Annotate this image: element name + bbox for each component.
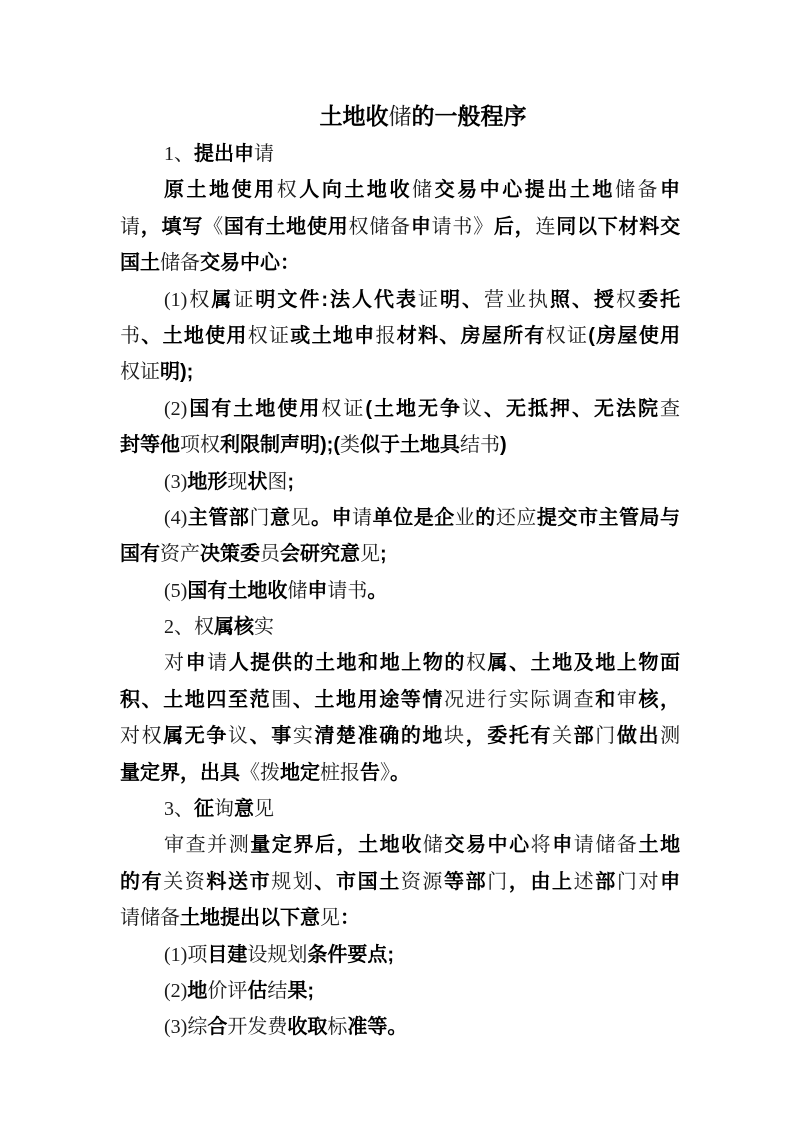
text-line (120, 645, 680, 681)
text-run: 》 (380, 761, 390, 784)
text-line (120, 791, 680, 827)
document-body (120, 136, 680, 1046)
text-run: 权储备 (348, 215, 411, 238)
text-run: 做出 (616, 725, 661, 748)
text-run: 目建 (207, 943, 248, 966)
text-line (120, 937, 680, 973)
text-run: 人向土地收 (299, 179, 413, 202)
text-run: 国有土地收 (187, 579, 288, 602)
text-run: 属、土地及地上物面 (487, 652, 681, 675)
text-run: 意 (234, 798, 254, 821)
text-run: 地形 (187, 470, 228, 493)
text-line (120, 536, 680, 572)
text-run: 门 (249, 506, 270, 529)
text-run: 储备 (614, 179, 661, 202)
text-run: 请 (207, 652, 229, 675)
text-run: 明文件:法人代表 (255, 288, 418, 311)
text-run: 项权 (180, 434, 220, 457)
text-run: 结书 (459, 434, 500, 457)
text-line (120, 609, 680, 645)
text-run: 见 (360, 543, 380, 566)
text-run: (土地无争 (365, 397, 462, 420)
text-run: 申 (660, 870, 681, 893)
text-run: 权 (616, 288, 638, 311)
text-run: (5) (164, 579, 188, 602)
text-run: 储备 (160, 252, 200, 275)
text-run: 。 (367, 579, 388, 602)
text-run: ，填写 (140, 215, 204, 238)
text-run: 权证 (247, 324, 291, 347)
text-run: 证 (233, 288, 256, 311)
text-run: 征 (194, 798, 214, 821)
text-run: 审查并测 (164, 834, 251, 857)
text-run: 照、授 (550, 288, 616, 311)
text-run: 或土地申 (290, 324, 376, 347)
text-run: 证 (418, 288, 440, 311)
text-run: 图 (267, 470, 288, 493)
text-run: 。 (390, 761, 410, 784)
text-run: 资源 (400, 870, 445, 893)
text-line (120, 500, 680, 536)
text-line (120, 755, 680, 791)
text-line (120, 827, 680, 863)
text-run: 原土地使用 (164, 179, 277, 202)
text-run: 将 (530, 834, 553, 857)
text-run: 料送市 (206, 870, 272, 893)
text-run: 申 (552, 834, 574, 857)
text-run: 、土地用途等情 (292, 688, 445, 711)
text-run: 国有 (120, 543, 160, 566)
text-run: 见 (290, 506, 312, 529)
text-run: 核， (638, 688, 681, 711)
text-run: 关 (552, 725, 574, 748)
text-run: 储 (422, 834, 445, 857)
text-run: 清楚准确的地 (314, 725, 445, 748)
text-run: 请储备 (573, 834, 639, 857)
text-run: (1)权 (164, 288, 212, 311)
text-run: (3) (164, 470, 188, 493)
text-run: 告 (360, 761, 380, 784)
text-run: 。申 (311, 506, 353, 529)
text-run: 、无抵押、无法院 (484, 397, 660, 420)
text-run: 块 (444, 725, 466, 748)
text-run: 实 (292, 725, 315, 748)
text-run: 人提供的土地和地上物的 (228, 652, 466, 675)
document-title (120, 96, 680, 136)
text-run: 价评 (207, 979, 248, 1002)
text-run: ： (340, 907, 360, 930)
text-run: (3)综 (164, 1016, 208, 1039)
text-run: 请 (254, 143, 274, 165)
text-run: 似于土地具 (359, 434, 460, 457)
text-run: 国土 (120, 252, 160, 275)
text-run: 报 (375, 324, 397, 347)
text-run: 询 (214, 798, 234, 821)
text-run: 量定界，出具 (120, 761, 240, 784)
text-run: 同以下材料交 (556, 215, 681, 238)
text-run: 1、 (164, 143, 194, 165)
text-run: 、市国土 (314, 870, 401, 893)
text-line (120, 718, 680, 754)
text-run: 门 (595, 725, 617, 748)
text-run: 部 (595, 870, 617, 893)
text-run: 决策委 (200, 543, 260, 566)
text-run: 主管部 (187, 506, 250, 529)
text-line (120, 573, 680, 609)
text-run: 书 (120, 324, 142, 347)
text-run: 业 (454, 506, 476, 529)
text-run: 土地 (638, 834, 681, 857)
text-run: 申 (185, 652, 208, 675)
text-run: 、土地使用 (141, 324, 248, 347)
text-run: 对 (164, 652, 186, 675)
text-run: 述 (573, 870, 596, 893)
text-run: 申 (307, 579, 328, 602)
text-run: 的 (475, 506, 496, 529)
text-run: 请储备 (120, 907, 180, 930)
text-run: 连 (535, 215, 557, 238)
text-run: 围 (271, 688, 293, 711)
text-run: 查 (660, 397, 680, 420)
text-run: 议 (462, 397, 484, 420)
text-run: 储 (287, 579, 308, 602)
text-run: 资产 (160, 543, 200, 566)
text-line (120, 900, 680, 936)
text-run: 2、权 (164, 616, 214, 639)
text-run: 况进行实际调查 (444, 688, 596, 711)
text-run: 3、 (164, 798, 194, 821)
text-run: 意 (269, 506, 291, 529)
text-line (120, 172, 680, 208)
text-line (120, 1009, 680, 1045)
text-run: 委托 (638, 288, 680, 311)
text-run: 土地提出以下意 (180, 907, 320, 930)
text-run: 测 (660, 725, 681, 748)
text-line (120, 136, 680, 172)
text-run: 议 (228, 725, 250, 748)
text-run: 申 (660, 179, 681, 202)
text-run: 营业执 (484, 288, 550, 311)
text-run: 材料、房屋所有 (396, 324, 546, 347)
text-run: 请书》 (431, 215, 494, 238)
text-run: 见 (320, 907, 340, 930)
text-run: 合 (207, 1016, 228, 1039)
text-run: 条件要点; (307, 943, 394, 966)
text-run: 量定界后，土地收 (250, 834, 423, 857)
text-run: (房屋使用 (588, 324, 681, 347)
text-run: 提交市主管局与 (536, 506, 681, 529)
text-line (120, 245, 680, 281)
text-run: 还应 (495, 506, 537, 529)
text-run: 实 (254, 616, 274, 639)
text-run: 请 (120, 215, 141, 238)
text-run: 地定 (280, 761, 320, 784)
text-run: 明、 (440, 288, 484, 311)
text-run: 国有土地使用 (187, 397, 322, 420)
text-run: 交易中心提出土地 (434, 179, 615, 202)
text-run: 积、土地四至范 (120, 688, 272, 711)
text-run: 权证 (545, 324, 589, 347)
text-run: 国有土地使用 (223, 215, 349, 238)
text-run: (2) (164, 979, 188, 1002)
text-run: (1)项 (164, 943, 208, 966)
text-run: ) (499, 434, 507, 457)
text-run: 开发费 (227, 1016, 288, 1039)
text-run: ，由上 (508, 870, 574, 893)
text-line (120, 682, 680, 718)
text-run: 权 (465, 652, 488, 675)
title-text-run: 土地收 (319, 103, 389, 129)
text-run: 现 (227, 470, 248, 493)
text-run: 关资 (163, 870, 207, 893)
text-line (120, 464, 680, 500)
text-run: 交易中心： (200, 252, 300, 275)
text-run: 明); (160, 361, 194, 384)
text-run: 属 (211, 288, 234, 311)
text-line (120, 864, 680, 900)
title-text-run: 的一般程序 (411, 103, 527, 129)
text-line (120, 318, 680, 354)
text-run: 封等他 (120, 434, 180, 457)
text-run: 见 (254, 798, 274, 821)
text-run: 请 (352, 506, 373, 529)
text-run: ，委托有 (465, 725, 553, 748)
text-run: 准等。 (347, 1016, 408, 1039)
text-run: 对权 (120, 725, 164, 748)
text-run: 设规划 (247, 943, 308, 966)
text-run: (2) (164, 397, 188, 420)
text-run: ; (287, 470, 294, 493)
text-run: 标 (327, 1016, 348, 1039)
text-run: 请书 (327, 579, 368, 602)
text-run: 《拨 (240, 761, 280, 784)
text-run: 会研究意 (280, 543, 360, 566)
text-run: 员 (260, 543, 280, 566)
text-run: 桩报 (320, 761, 360, 784)
text-run: 属无争 (163, 725, 229, 748)
text-line (120, 209, 680, 245)
text-run: 地 (187, 979, 208, 1002)
text-line (120, 391, 680, 427)
text-run: 估 (247, 979, 268, 1002)
text-run: 门对 (616, 870, 661, 893)
text-run: 的有 (120, 870, 164, 893)
text-run: 、事 (249, 725, 293, 748)
text-run: 提出申 (194, 143, 254, 165)
text-run: 单位是企 (372, 506, 455, 529)
text-run: 收取 (287, 1016, 328, 1039)
text-run: 利限制声明);( (220, 434, 340, 457)
text-run: 门 (487, 870, 509, 893)
text-run: 后， (493, 215, 536, 238)
text-run: 规划 (271, 870, 315, 893)
text-line (120, 427, 680, 463)
text-run: 结 (267, 979, 288, 1002)
text-run: 申 (410, 215, 432, 238)
text-run: 储 (412, 179, 435, 202)
text-line (120, 354, 680, 390)
text-run: 权证 (321, 397, 366, 420)
text-run: 等部 (444, 870, 488, 893)
text-run: 和 (595, 688, 617, 711)
text-run: 部 (573, 725, 596, 748)
text-run: 《 (203, 215, 224, 238)
text-line (120, 282, 680, 318)
text-run: 类 (339, 434, 360, 457)
text-run: 权证 (120, 361, 160, 384)
text-run: 权 (276, 179, 300, 202)
text-run: (4) (164, 506, 188, 529)
text-run: ; (380, 543, 387, 566)
title-text-run: 储 (388, 104, 412, 129)
text-run: 果; (287, 979, 314, 1002)
text-run: 状 (247, 470, 268, 493)
text-line (120, 973, 680, 1009)
text-run: 属核 (214, 616, 254, 639)
text-run: 审 (616, 688, 639, 711)
text-run: 交易中心 (444, 834, 531, 857)
